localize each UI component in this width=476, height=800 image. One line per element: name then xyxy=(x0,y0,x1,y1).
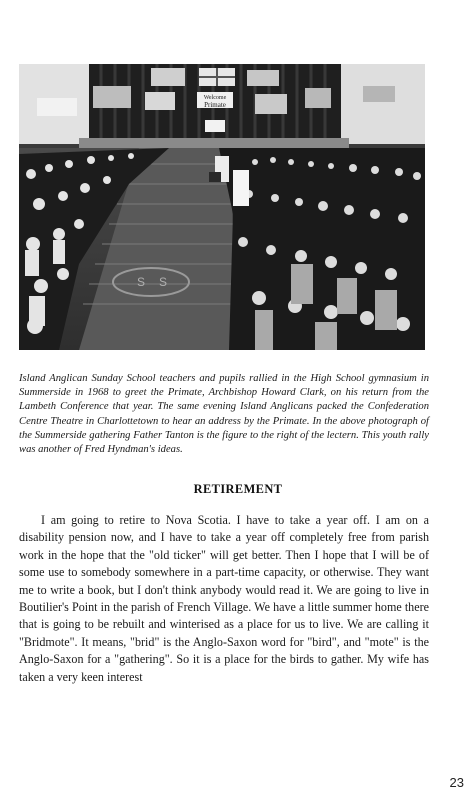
wall-picture-4 xyxy=(305,88,331,108)
wall-picture-2 xyxy=(145,92,175,110)
stage-table xyxy=(205,120,225,132)
body-paragraph: I am going to retire to Nova Scotia. I have to take a year off. I am on a disability pension now, and I have to take a year off completely free from parish work in the hope that the "old ticker" will get better. Then I hope that I will be of some use to somebody somewhere in a part-time capacity, or otherwise. They want me to write a book, but I don't think anybody would read it. We are going to live in Boutilier's Point in the parish of French Village. We have a little summer home there that is going to be rebuilt and winterised as a place for us to live. We are calling it "Bridmote". It means, "brid" is the Anglo-Saxon word for "bird", and "mote" is the Anglo-Saxon for a "gathering". So it is a place for the birds to gather. My wife has taken a very keen interest xyxy=(19,513,429,684)
clergy-figure-2 xyxy=(233,170,249,206)
gymnasium-photo-drawing xyxy=(19,64,425,350)
wall-picture-3 xyxy=(255,94,287,114)
primate-sign-text: Primate xyxy=(204,101,226,109)
gymnasium-photo xyxy=(19,64,425,350)
lectern xyxy=(209,172,221,182)
section-heading: RETIREMENT xyxy=(193,482,283,496)
right-wall xyxy=(341,64,425,144)
floor-letter-2: S xyxy=(159,275,168,289)
left-wall-poster xyxy=(37,98,77,116)
floor-letter-1: S xyxy=(137,275,146,289)
welcome-sign-text: Welcome xyxy=(203,95,227,101)
photo-caption: Island Anglican Sunday School teachers and pupils rallied in the High School gymnasium in Summerside in 1968 to greet the Primate, Archbishop Howard Clark, on his return from the Lambeth Conference that year. The same evening Island Anglicans packed the Confederation Centre Theatre in Charlottetown to hear an address by the Primate. In the above photograph of the Summerside gathering Father Tanton is the figure to the right of the lectern. This youth rally was another of Fred Hyndman's ideas. xyxy=(19,373,429,456)
banner-1 xyxy=(151,68,185,86)
page-number: 23 xyxy=(449,775,464,790)
stage-front xyxy=(79,138,349,148)
wall-picture-1 xyxy=(93,86,131,108)
banner-3 xyxy=(247,70,279,86)
right-wall-window xyxy=(363,86,395,102)
